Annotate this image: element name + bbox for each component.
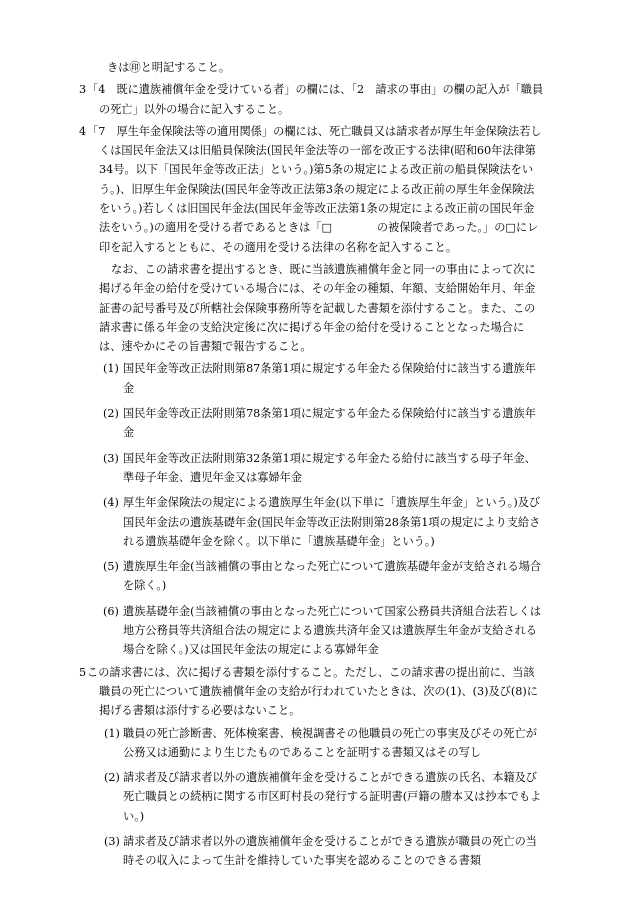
item-5-sub-2-text: 請求者及び請求者以外の遺族補償年金を受けることができる遺族の氏名、本籍及び死亡職員との続柄に関する市区町村長の発行する証明書(戸籍の謄本又は抄本でもよい。): [123, 771, 542, 823]
item-4-sub-5: [0, 557, 630, 596]
item-5-sub-1: [0, 724, 630, 763]
item-4-sub-2-text: 国民年金等改正法附則第78条第1項に規定する年金たる保険給付に該当する遺族年金: [123, 407, 536, 440]
item-4-sub-1-text: 国民年金等改正法附則第87条第1項に規定する年金たる保険給付に該当する遺族年金: [123, 362, 536, 395]
item-4-sub-5-text: 遺族厚生年金(当該補償の事由となった死亡について遺族基礎年金が支給される場合を除く。): [123, 560, 542, 593]
item-4-sub-4-number: (4): [103, 496, 119, 510]
item-4-sub-6-number: (6): [103, 604, 119, 618]
item-4-sub-3-number: (3): [103, 451, 119, 465]
item-5-sub-3: [0, 832, 630, 871]
item-5-sub-2-number: (2): [104, 771, 120, 785]
item-5-sub-1-number: (1): [104, 726, 120, 740]
item-4-sub-4: [0, 493, 630, 551]
item-4-sub-4-text: 厚生年金保険法の規定による遺族厚生年金(以下単に「遺族厚生年金」という。)及び国民年金法の遺族基礎年金(国民年金等改正法附則第28条第1項の規定により支給される遺族基礎年金を除く。以下単に「遺族基礎年金」という。): [123, 496, 541, 548]
document-page: [0, 58, 630, 871]
item-4-text: 「7 厚生年金保険法等の適用関係」の欄には、死亡職員又は請求者が厚生年金保険法若しくは国民年金法又は旧船員保険法(国民年金法等の一部を改正する法律(昭和60年法律第34号。以下「国民年金等改正法」という。)第5条の規定による改正前の船員保険法をいう。)、旧厚生年金保険法(国民年金等改正法第3条の規定による改正前の厚生年金保険法をいう。)若しくは旧国民年金法(国民年金等改正法第1条の規定による改正前の国民年金法をいう。)の適用を受ける者であるときは「□ の被保険者であった。」の□にレ印を記入するとともに、その適用を受ける法律の名称を記入すること。: [87, 124, 542, 254]
item-5: 5この請求書には、次に掲げる書類を添付すること。ただし、この請求書の提出前に、当該職員の死亡について遺族補償年金の支給が行われていたときは、次の(1)、(3)及び(8)に掲げる書類は添付する必要はないこと。: [79, 665, 538, 718]
item-5-text: この請求書には、次に掲げる書類を添付すること。ただし、この請求書の提出前に、当該職員の死亡について遺族補償年金の支給が行われていたときは、次の(1)、(3)及び(8)に掲げる書類は添付する必要はないこと。: [87, 665, 538, 718]
continued-line-text: きは㊞と明記すること。: [107, 61, 231, 74]
item-5-sub-3-number: (3): [104, 834, 120, 848]
continued-line: [0, 58, 630, 77]
item-5-sub-3-text: 請求者及び請求者以外の遺族補償年金を受けることができる遺族が職員の死亡の当時その収入によって生計を維持していた事実を認めることのできる書類: [123, 834, 537, 868]
item-4-sub-2-number: (2): [103, 407, 119, 421]
item-4-note: [0, 260, 630, 356]
item-3-text: 「4 既に遺族補償年金を受けている者」の欄には、「2 請求の事由」の欄の記入が「職員の死亡」以外の場合に記入すること。: [87, 83, 544, 116]
item-4-sub-5-number: (5): [103, 560, 119, 574]
item-3: 3「4 既に遺族補償年金を受けている者」の欄には、「2 請求の事由」の欄の記入が「職員の死亡」以外の場合に記入すること。: [79, 83, 544, 116]
item-4-sub-3-text: 国民年金等改正法附則第32条第1項に規定する年金たる給付に該当する母子年金、準母子年金、遺児年金又は寡婦年金: [123, 451, 536, 484]
item-5-sub-1-text: 職員の死亡診断書、死体検案書、検視調書その他職員の死亡の事実及びその死亡が公務又は通勤により生じたものであることを証明する書類又はその写し: [123, 726, 537, 759]
item-4-sub-2: [0, 404, 630, 443]
item-4-sub-1-number: (1): [103, 362, 119, 376]
item-4-sub-6: [0, 602, 630, 660]
item-4-note-text: なお、この請求書を提出するとき、既に当該遺族補償年金と同一の事由によって次に掲げる年金の給付を受けている場合には、その年金の種類、年額、支給開始年月、年金証書の記号番号及び所轄社会保険事務所等を記載した書類を添付すること。また、この請求書に係る年金の支給決定後に次に掲げる年金の給付を受けることとなった場合には、速やかにその旨書類で報告すること。: [99, 262, 536, 354]
item-4-sub-1: [0, 359, 630, 398]
item-4: 4「7 厚生年金保険法等の適用関係」の欄には、死亡職員又は請求者が厚生年金保険法若しくは国民年金法又は旧船員保険法(国民年金法等の一部を改正する法律(昭和60年法律第34号。以下「国民年金等改正法」という。)第5条の規定による改正前の船員保険法をいう。)、旧厚生年金保険法(国民年金等改正法第3条の規定による改正前の厚生年金保険法をいう。)若しくは旧国民年金法(国民年金等改正法第1条の規定による改正前の国民年金法をいう。)の適用を受ける者であるときは「□ の被保険者であった。」の□にレ印を記入するとともに、その適用を受ける法律の名称を記入すること。: [79, 124, 542, 254]
item-5-sub-2: [0, 768, 630, 826]
item-4-sub-3: [0, 449, 630, 488]
item-4-sub-6-text: 遺族基礎年金(当該補償の事由となった死亡について国家公務員共済組合法若しくは地方公務員等共済組合法の規定による遺族共済年金又は遺族厚生年金が支給される場合を除く。)又は国民年金法の規定による寡婦年金: [123, 604, 542, 657]
